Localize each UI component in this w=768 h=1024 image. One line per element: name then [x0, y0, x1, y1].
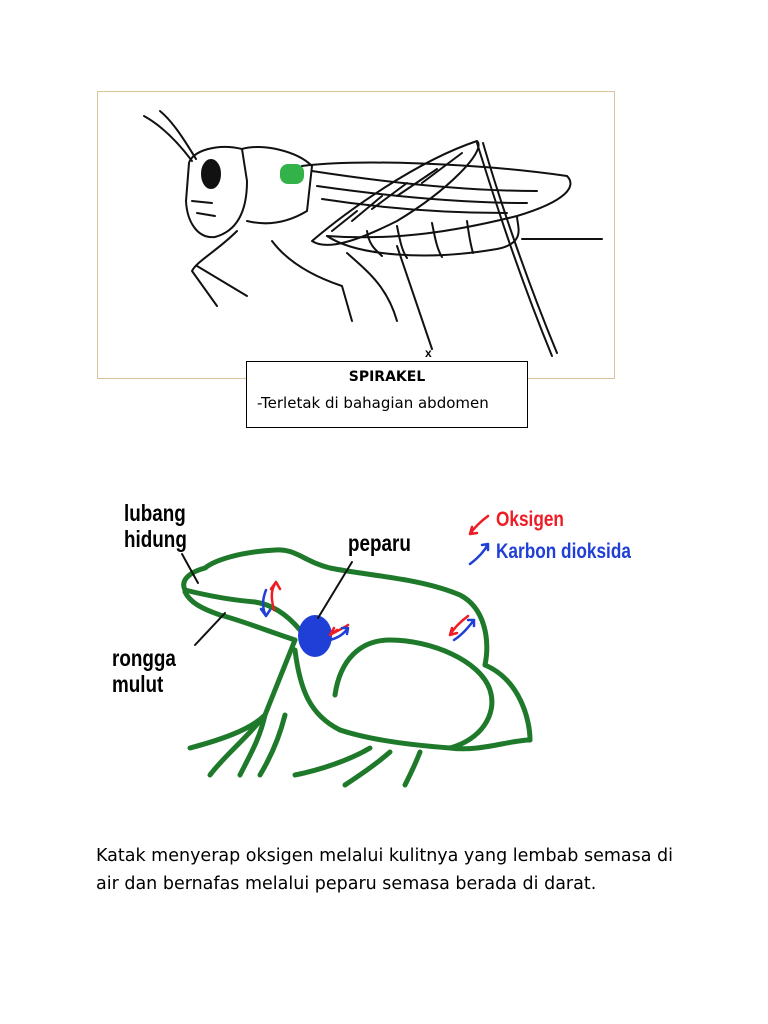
legend-co2-arrow: [470, 544, 488, 564]
lung-shape: [298, 615, 332, 657]
legend-co2: Karbon dioksida: [496, 540, 631, 563]
nostril-label-line1: lubang: [124, 500, 186, 526]
co2-arrow: [454, 620, 474, 640]
mouth-label-line2: mulut: [112, 671, 164, 697]
grasshopper-illustration: [97, 91, 615, 379]
marker-x: x: [425, 346, 432, 360]
spiracle-highlight: [280, 164, 304, 184]
nostril-label-line2: hidung: [124, 526, 187, 552]
nostril-label: [124, 500, 187, 552]
mouth-cavity-label: [112, 645, 176, 697]
spiracle-description: -Terletak di bahagian abdomen: [257, 394, 489, 412]
body-paragraph: Katak menyerap oksigen melalui kulitnya yang lembab semasa di air dan bernafas melalui peparu semasa berada di darat.: [96, 846, 673, 894]
legend-oxygen: Oksigen: [496, 508, 564, 531]
oxygen-arrow: [271, 582, 280, 610]
spiracle-label-box: [246, 361, 528, 428]
frog-outline: [184, 550, 530, 785]
legend-oxygen-arrow: [470, 516, 488, 534]
lung-label: peparu: [348, 530, 411, 556]
mouth-label-line1: rongga: [112, 645, 176, 671]
spiracle-title: SPIRAKEL: [348, 369, 426, 385]
